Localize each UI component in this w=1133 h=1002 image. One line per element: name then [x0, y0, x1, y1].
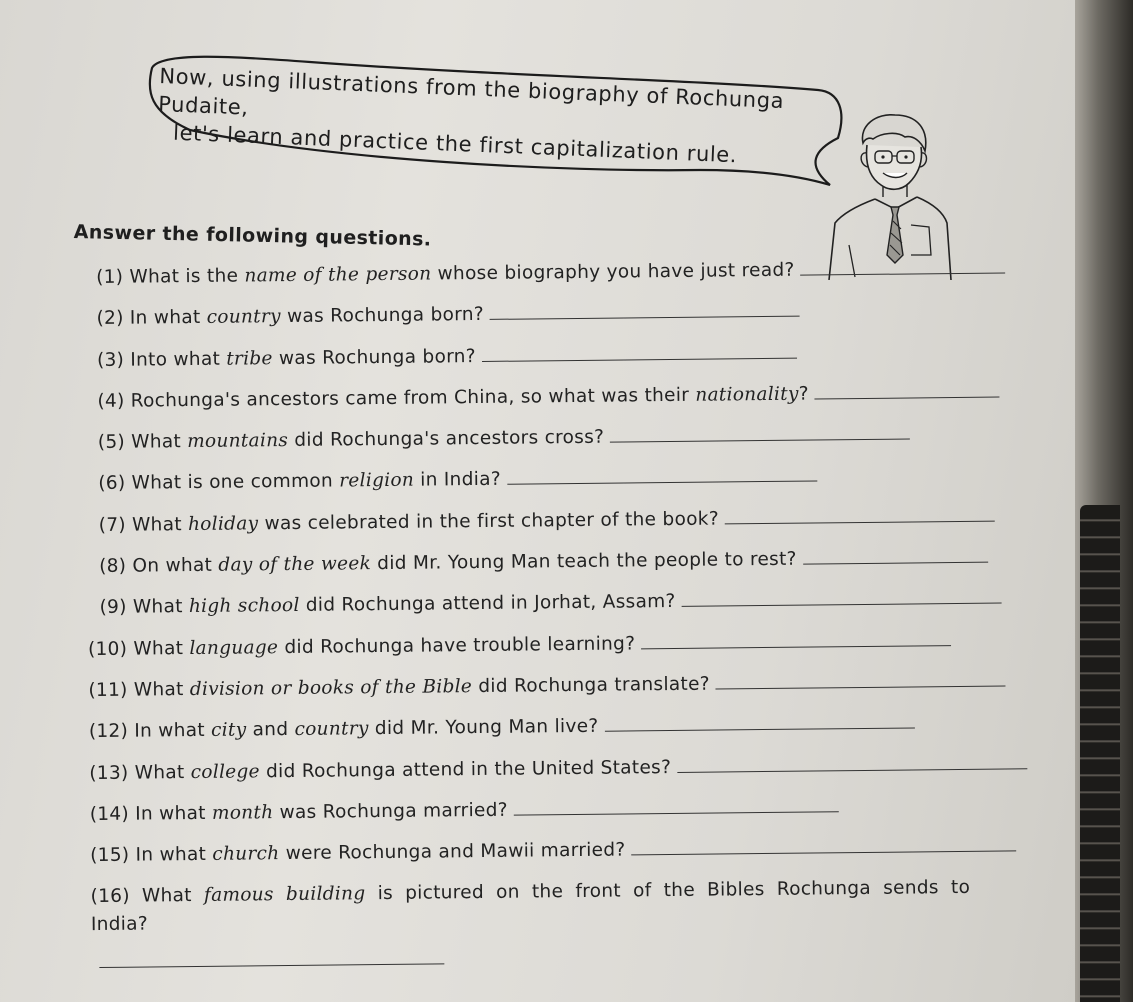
answer-blank-2[interactable] [490, 298, 800, 320]
question-16: (16) What famous building is pictured on the front of the Bibles Rochunga sends to India? [90, 874, 1036, 969]
answer-blank-9[interactable] [681, 585, 1001, 607]
question-12: (12) In what city and country did Mr. Young Man live? [89, 708, 1049, 759]
answer-blank-4[interactable] [815, 378, 1000, 399]
question-5: (5) What mountains did Rochunga's ancestors cross? [98, 419, 1058, 470]
question-10: (10) What language did Rochunga have trouble learning? [88, 626, 1048, 677]
question-3: (3) Into what tribe was Rochunga born? [97, 337, 1057, 388]
question-9: (9) What high school did Rochunga attend in Jorhat, Assam? [99, 584, 1059, 635]
question-4: (4) Rochunga's ancestors came from China, so what was their nationality? [97, 378, 1057, 429]
question-8: (8) On what day of the week did Mr. Young Man teach the people to rest? [99, 543, 1059, 594]
question-15: (15) In what church were Rochunga and Mawii married? [90, 832, 1050, 883]
speech-line-2: let's learn and practice the first capitalization rule. [172, 120, 738, 168]
answer-blank-12[interactable] [604, 710, 914, 732]
answer-blank-15[interactable] [631, 833, 1016, 856]
answer-blank-10[interactable] [641, 627, 951, 649]
answer-blank-7[interactable] [725, 502, 995, 524]
question-14: (14) In what month was Rochunga married? [90, 791, 1050, 842]
answer-blank-16[interactable] [99, 944, 444, 969]
teacher-illustration [825, 105, 955, 280]
question-11: (11) What division or books of the Bible did Rochunga translate? [88, 667, 1048, 718]
question-2: (2) In what country was Rochunga born? [96, 295, 1056, 346]
question-1: (1) What is the name of the person whose biography you have just read? [96, 254, 1056, 305]
answer-blank-8[interactable] [803, 544, 988, 565]
answer-blank-14[interactable] [514, 793, 839, 815]
answer-blank-11[interactable] [716, 667, 1006, 689]
question-list [87, 254, 1063, 968]
answer-blank-13[interactable] [677, 750, 1027, 773]
speech-line-1: Now, using illustrations from the biography of Rochunga Pudaite, [157, 63, 785, 120]
question-7: (7) What holiday was celebrated in the first chapter of the book? [99, 502, 1059, 553]
question-13: (13) What college did Rochunga attend in the United States? [89, 750, 1049, 801]
question-6: (6) What is one common religion in India? [98, 460, 1058, 511]
answer-blank-3[interactable] [482, 339, 797, 361]
spiral-spine [1080, 505, 1120, 1002]
answer-blank-1[interactable] [800, 254, 1005, 275]
answer-blank-5[interactable] [610, 421, 910, 443]
instructions-heading: Answer the following questions. [73, 221, 432, 251]
answer-blank-6[interactable] [507, 463, 817, 485]
